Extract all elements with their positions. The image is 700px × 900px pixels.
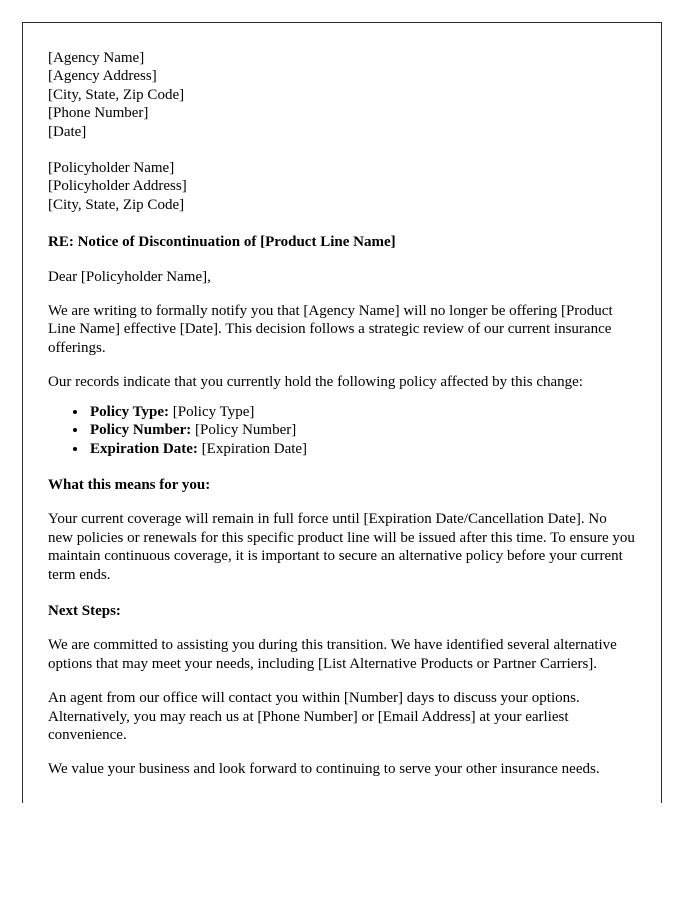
policy-detail-value: [Expiration Date] [201, 440, 308, 457]
list-item [88, 440, 635, 458]
policy-detail-label: Policy Number: [90, 422, 192, 439]
sender-address-line: [Date] [48, 123, 87, 140]
policy-detail-label: Expiration Date: [90, 440, 198, 457]
sender-address-line: [Phone Number] [48, 105, 149, 122]
heading-next-steps: Next Steps: [48, 602, 121, 619]
sender-address-line: [City, State, Zip Code] [48, 86, 185, 103]
paragraph-alternatives: We are committed to assisting you during this transition. We have identified several alternative options that may meet your needs, including [List Alternative Products or Partner Carriers]. [48, 637, 617, 672]
sender-address-line: [Agency Address] [48, 68, 157, 85]
document-page [22, 22, 662, 803]
policy-detail-label: Policy Type: [90, 403, 170, 420]
subject-line: RE: Notice of Discontinuation of [Product Line Name] [48, 234, 396, 251]
list-item [88, 403, 635, 421]
recipient-address-line: [Policyholder Address] [48, 178, 187, 195]
heading-what-this-means: What this means for you: [48, 476, 211, 493]
sender-address-line: [Agency Name] [48, 50, 145, 66]
paragraph-notification: We are writing to formally notify you that [Agency Name] will no longer be offering [Product Line Name] effective [Date]. This decision follows a strategic review of our current insurance offerings. [48, 303, 613, 356]
sender-address-block [48, 49, 635, 141]
policy-detail-value: [Policy Type] [172, 403, 255, 420]
paragraph-contact: An agent from our office will contact you within [Number] days to discuss your options. Alternatively, you may reach us at [Phone Number] or [Email Address] at your earliest convenience. [48, 690, 580, 743]
paragraph-coverage-details: Your current coverage will remain in full force until [Expiration Date/Cancellation Date]. No new policies or renewals for this specific product line will be issued after this time. To ensure you maintain continuous coverage, it is important to secure an alternative policy before your current term ends. [48, 511, 635, 583]
paragraph-records-intro: Our records indicate that you currently hold the following policy affected by this change: [48, 374, 583, 391]
paragraph-closing: We value your business and look forward to continuing to serve your other insurance needs. [48, 761, 600, 778]
recipient-address-line: [Policyholder Name] [48, 160, 175, 177]
document-body [23, 23, 661, 779]
recipient-address-line: [City, State, Zip Code] [48, 196, 185, 213]
policy-details-list [48, 403, 635, 458]
address-block-spacer [48, 141, 635, 159]
policy-detail-value: [Policy Number] [194, 422, 297, 439]
recipient-address-block [48, 159, 635, 214]
list-item [88, 421, 635, 439]
salutation: Dear [Policyholder Name], [48, 268, 211, 285]
